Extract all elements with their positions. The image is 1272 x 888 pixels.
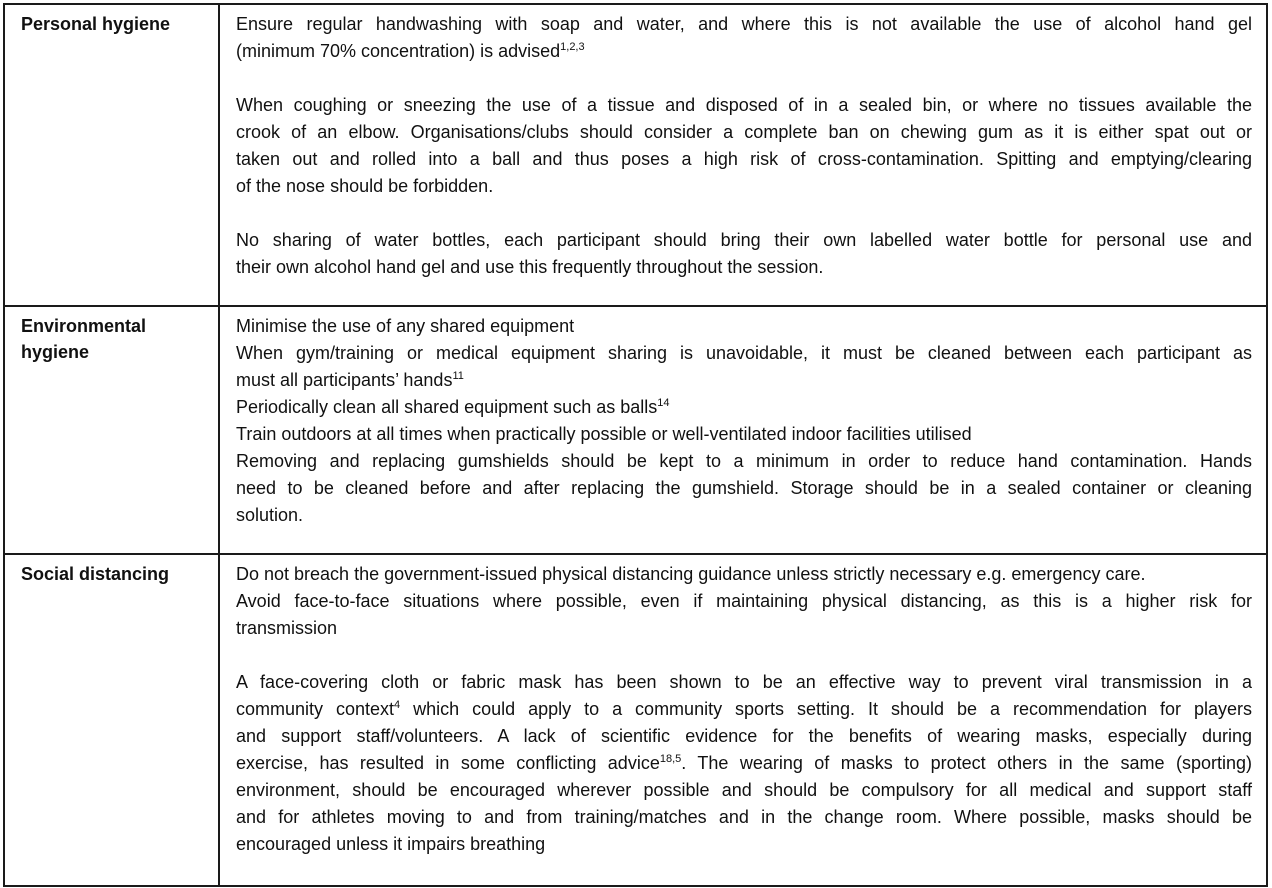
row-content-personal-hygiene [219, 4, 1267, 306]
text-line: Periodically clean all shared equipment such as balls$^{14}$ [236, 397, 670, 417]
text-line: When gym/training or medical equipment sharing is unavoidable, it must be cleaned between each participant as [236, 343, 1252, 363]
hygiene-guidance-table [3, 3, 1268, 887]
text-line: taken out and rolled into a ball and thus poses a high risk of cross-contamination. Spitting and emptying/clearing [236, 149, 1252, 169]
text-line: Removing and replacing gumshields should be kept to a minimum in order to reduce hand contamination. Hands [236, 451, 1252, 471]
text-line: solution. [236, 505, 304, 525]
text-line: Do not breach the government-issued physical distancing guidance unless strictly necessary e.g. emergency care. [236, 564, 1146, 584]
text-line: Ensure regular handwashing with soap and water, and where this is not available the use of alcohol hand gel [236, 14, 1252, 34]
citation-superscript: 11 [452, 370, 464, 382]
text-line: crook of an elbow. Organisations/clubs should consider a complete ban on chewing gum as it is either spat out or [236, 122, 1252, 142]
row-content-social-distancing [219, 554, 1267, 886]
text-line: their own alcohol hand gel and use this frequently throughout the session. [236, 257, 824, 277]
paragraph [236, 11, 1252, 65]
paragraph [236, 227, 1252, 281]
row-label-social-distancing [4, 554, 219, 886]
text-line: A face-covering cloth or fabric mask has been shown to be an effective way to prevent viral transmission in a [236, 672, 1252, 692]
citation-superscript: 1,2,3 [560, 41, 585, 53]
row-label-line: hygiene [21, 342, 90, 362]
table-row-personal-hygiene [4, 4, 1267, 306]
text-line: Train outdoors at all times when practically possible or well-ventilated indoor facilities utilised [236, 424, 972, 444]
citation-superscript: 18,5 [659, 753, 682, 765]
table-row-environmental-hygiene [4, 306, 1267, 554]
text-line: and for athletes moving to and from training/matches and in the change room. Where possible, masks should be [236, 807, 1252, 827]
text-line: must all participants’ hands$^{11}$ [236, 370, 464, 390]
text-line: Minimise the use of any shared equipment [236, 316, 575, 336]
text-line: No sharing of water bottles, each participant should bring their own labelled water bottle for personal use and [236, 230, 1252, 250]
paragraph [236, 313, 1252, 529]
paragraph [236, 561, 1252, 642]
text-line: of the nose should be forbidden. [236, 176, 494, 196]
paragraph [236, 92, 1252, 200]
text-line: When coughing or sneezing the use of a tissue and disposed of in a sealed bin, or where no tissues available the [236, 95, 1252, 115]
text-line: environment, should be encouraged wherever possible and should be compulsory for all medical and support staff [236, 780, 1252, 800]
text-line: transmission [236, 618, 338, 638]
row-label-line: Personal hygiene [21, 14, 171, 34]
text-line: Avoid face-to-face situations where possible, even if maintaining physical distancing, as this is a higher risk for [236, 591, 1252, 611]
row-label-line: Social distancing [21, 564, 170, 584]
row-label-personal-hygiene [4, 4, 219, 306]
citation-superscript: 14 [657, 397, 670, 409]
row-label-line: Environmental [21, 316, 147, 336]
row-content-environmental-hygiene [219, 306, 1267, 554]
paragraph [236, 669, 1252, 858]
text-line: exercise, has resulted in some conflicting advice$^{18,5}$. The wearing of masks to protect others in the same (sporting) [236, 753, 1252, 773]
text-line: need to be cleaned before and after replacing the gumshield. Storage should be in a sealed container or cleaning [236, 478, 1252, 498]
text-line: and support staff/volunteers. A lack of scientific evidence for the benefits of wearing masks, especially during [236, 726, 1252, 746]
text-line: (minimum 70% concentration) is advised$^{1,2,3}$ [236, 41, 585, 61]
text-line: encouraged unless it impairs breathing [236, 834, 546, 854]
text-line: community context$^4$ which could apply to a community sports setting. It should be a recommendation for players [236, 699, 1252, 719]
citation-superscript: 4 [394, 699, 401, 711]
row-label-environmental-hygiene [4, 306, 219, 554]
table-row-social-distancing [4, 554, 1267, 886]
